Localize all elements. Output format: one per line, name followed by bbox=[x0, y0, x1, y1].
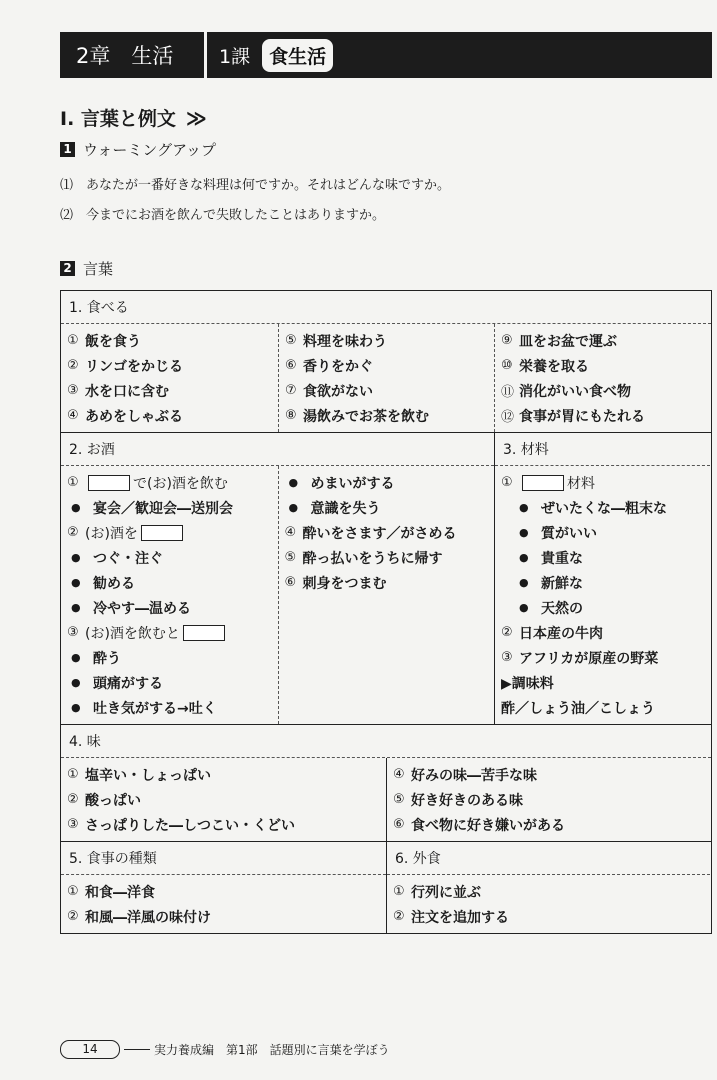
list-item: ● ぜいたくな―粗末な bbox=[519, 500, 667, 517]
vocab-number-box: 2 bbox=[60, 261, 75, 276]
section-alcohol bbox=[61, 433, 495, 724]
section-meal-types bbox=[61, 842, 387, 933]
page-number: 14 bbox=[60, 1040, 120, 1059]
list-item: ② 注文を追加する bbox=[393, 909, 509, 926]
list-item: ● 頭痛がする bbox=[71, 675, 163, 692]
eating-col-2 bbox=[279, 324, 495, 432]
list-item: ③ アフリカが原産の野菜 bbox=[501, 650, 659, 667]
section-eating bbox=[61, 291, 711, 433]
taste-col-2 bbox=[387, 758, 710, 841]
list-item: ● 天然の bbox=[519, 600, 583, 617]
section-materials-title: 3. 材料 bbox=[503, 442, 549, 458]
list-item: ① 塩辛い・しょっぱい bbox=[67, 767, 211, 784]
list-item: ● めまいがする bbox=[288, 475, 395, 492]
list-item: ⑧ 湯飲みでお茶を飲む bbox=[285, 408, 429, 425]
section-materials bbox=[495, 433, 710, 724]
chapter-title: 2章 生活 bbox=[76, 44, 174, 68]
list-item: ③ (お)酒を飲むと bbox=[67, 620, 272, 645]
list-item: ● 宴会／歓迎会―送別会 bbox=[71, 500, 233, 517]
list-item: ④ 好みの味―苦手な味 bbox=[393, 767, 537, 784]
lesson-number: 1課 bbox=[219, 45, 251, 68]
double-chevron-icon: ≫ bbox=[185, 106, 207, 130]
eating-col-1 bbox=[61, 324, 279, 432]
meal-types-col bbox=[61, 874, 386, 933]
list-item: ⑤ 好き好きのある味 bbox=[393, 792, 523, 809]
list-item: ● 酔う bbox=[71, 650, 121, 667]
list-item: 酢／しょう油／こしょう bbox=[501, 700, 655, 717]
list-item: ● 意識を失う bbox=[288, 500, 381, 517]
vocab-title: 言葉 bbox=[83, 260, 114, 278]
list-item: ④ あめをしゃぶる bbox=[67, 408, 183, 425]
list-item: ● 新鮮な bbox=[519, 575, 583, 592]
section-eating-out bbox=[387, 842, 710, 933]
blank-box bbox=[141, 525, 183, 541]
list-item: ⑩ 栄養を取る bbox=[501, 358, 589, 375]
footer-divider bbox=[124, 1049, 150, 1050]
list-item: ● 吐き気がする→吐く bbox=[71, 700, 217, 717]
lesson-title: 食生活 bbox=[262, 39, 333, 72]
list-item: ● 勧める bbox=[71, 575, 135, 592]
list-item: ② 日本産の牛肉 bbox=[501, 625, 603, 642]
list-item: ③ 水を口に含む bbox=[67, 383, 169, 400]
list-item: ▶調味料 bbox=[501, 675, 554, 692]
list-item: ⑦ 食欲がない bbox=[285, 383, 373, 400]
eating-col-3 bbox=[495, 324, 710, 432]
eating-out-col bbox=[387, 874, 710, 933]
chapter-header bbox=[60, 32, 712, 78]
warmup-question-1: ⑴ あなたが一番好きな料理は何ですか。それはどんな味ですか。 bbox=[60, 178, 451, 193]
list-item: ② 和風―洋風の味付け bbox=[67, 909, 211, 926]
list-item: ⑨ 皿をお盆で運ぶ bbox=[501, 333, 617, 350]
warmup-heading bbox=[60, 139, 216, 160]
blank-box bbox=[183, 625, 225, 641]
list-item: ⑤ 酔っ払いをうちに帰す bbox=[284, 550, 443, 567]
list-item: ⑥ 香りをかぐ bbox=[285, 358, 373, 375]
section-taste bbox=[61, 725, 711, 842]
section-taste-title: 4. 味 bbox=[69, 734, 101, 750]
vocab-heading bbox=[60, 258, 113, 279]
list-item: ① で(お)酒を飲む bbox=[67, 475, 228, 492]
section-alcohol-title: 2. お酒 bbox=[69, 442, 115, 458]
vocab-table bbox=[60, 290, 712, 934]
section-title bbox=[60, 104, 207, 131]
list-item: ⑥ 刺身をつまむ bbox=[284, 575, 387, 592]
page-footer bbox=[60, 1040, 390, 1059]
alcohol-col-2 bbox=[279, 466, 495, 724]
alcohol-col-1 bbox=[61, 466, 279, 724]
warmup-number-box: 1 bbox=[60, 142, 75, 157]
materials-col bbox=[495, 465, 710, 724]
list-item: ● 貴重な bbox=[519, 550, 583, 567]
list-item: ① 和食―洋食 bbox=[67, 884, 155, 901]
list-item: ● つぐ・注ぐ bbox=[71, 550, 163, 567]
list-item: ② 酸っぱい bbox=[67, 792, 141, 809]
warmup-title: ウォーミングアップ bbox=[83, 141, 217, 159]
list-item: ① 行列に並ぶ bbox=[393, 884, 481, 901]
list-item: ③ さっぱりした―しつこい・くどい bbox=[67, 817, 295, 834]
list-item: ⑫ 食事が胃にもたれる bbox=[501, 408, 645, 425]
taste-col-1 bbox=[61, 758, 387, 841]
list-item: ② (お)酒を bbox=[67, 520, 272, 545]
list-item: ④ 酔いをさます／がさめる bbox=[284, 525, 457, 542]
alcohol-materials-row bbox=[61, 433, 711, 725]
list-item: ① 飯を食う bbox=[67, 333, 141, 350]
blank-box bbox=[88, 475, 130, 491]
meal-eatingout-row bbox=[61, 842, 711, 933]
list-item: ● 質がいい bbox=[519, 525, 597, 542]
list-item: ② リンゴをかじる bbox=[67, 358, 183, 375]
list-item: ⑤ 料理を味わう bbox=[285, 333, 387, 350]
blank-box bbox=[522, 475, 564, 491]
list-item: ⑥ 食べ物に好き嫌いがある bbox=[393, 817, 565, 834]
footer-text: 実力養成編 第1部 話題別に言葉を学ぼう bbox=[154, 1043, 390, 1057]
warmup-question-2: ⑵ 今までにお酒を飲んで失敗したことはありますか。 bbox=[60, 208, 386, 223]
section-title-text: Ⅰ. 言葉と例文 bbox=[60, 108, 176, 130]
section-eating-out-title: 6. 外食 bbox=[395, 851, 441, 867]
section-eating-title: 1. 食べる bbox=[69, 300, 129, 316]
section-meal-types-title: 5. 食事の種類 bbox=[69, 851, 157, 867]
list-item: ● 冷やす―温める bbox=[71, 600, 191, 617]
list-item: ① 材料 bbox=[501, 475, 595, 492]
list-item: ⑪ 消化がいい食べ物 bbox=[501, 383, 631, 400]
